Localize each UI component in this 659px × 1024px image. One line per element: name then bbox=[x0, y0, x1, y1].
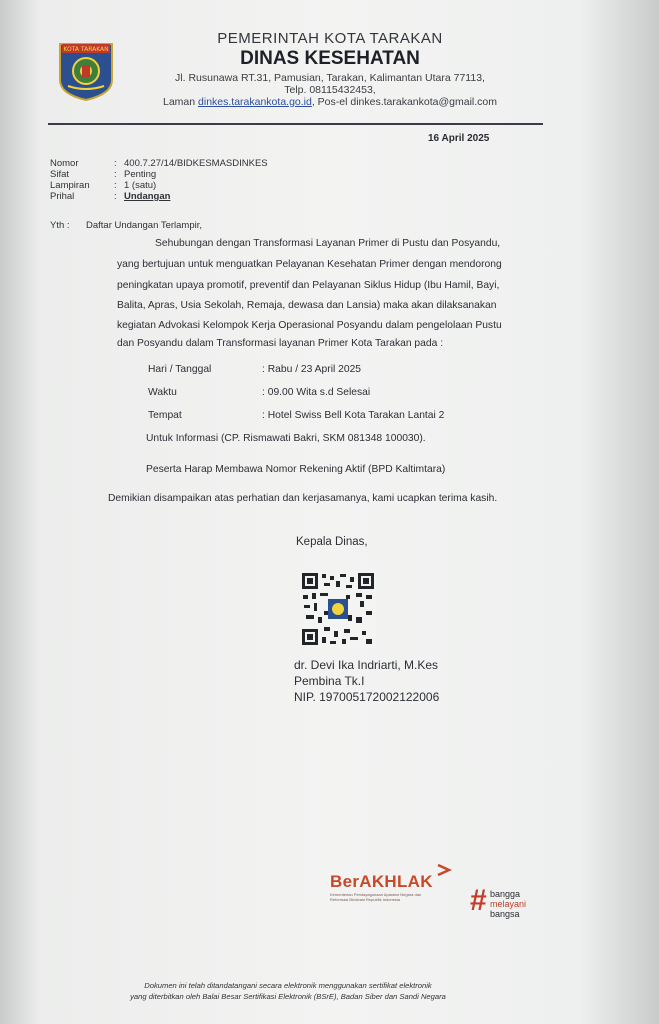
hashtag-icon: # bbox=[470, 884, 487, 917]
detail-row-place bbox=[148, 410, 444, 421]
meta-key: Sifat bbox=[50, 169, 70, 180]
closing-sentence: Demikian disampaikan atas perhatian dan kerjasamanya, kami ucapkan terima kasih. bbox=[108, 493, 498, 504]
meta-row-nomor bbox=[50, 158, 268, 169]
melayani-line: melayani bbox=[490, 899, 527, 909]
berakhlak-chevron-icon bbox=[434, 864, 454, 876]
tarakan-city-logo bbox=[56, 40, 116, 102]
recipient-key: Yth : bbox=[50, 220, 70, 231]
detail-value: : 09.00 Wita s.d Selesai bbox=[262, 387, 371, 398]
department-name: DINAS KESEHATAN bbox=[240, 48, 420, 69]
detail-key: Tempat bbox=[148, 410, 182, 421]
office-web bbox=[120, 96, 540, 108]
government-name: PEMERINTAH KOTA TARAKAN bbox=[217, 30, 443, 47]
meta-sep: : bbox=[114, 169, 117, 180]
office-address: Jl. Rusunawa RT.31, Pamusian, Tarakan, Kalimantan Utara 77113, bbox=[175, 72, 485, 84]
body-line: yang bertujuan untuk menguatkan Pelayanan Kesehatan Primer dengan mendorong bbox=[117, 259, 502, 270]
meta-key: Nomor bbox=[50, 158, 79, 169]
meta-sep: : bbox=[114, 158, 117, 169]
meta-row-prihal bbox=[50, 191, 268, 202]
detail-key: Waktu bbox=[148, 387, 177, 398]
meta-key: Prihal bbox=[50, 191, 75, 202]
body-line: kegiatan Advokasi Kelompok Kerja Operasional Posyandu dalam pengelolaan Pustu bbox=[117, 320, 502, 331]
body-line: Balita, Apras, Usia Sekolah, Remaja, dewasa dan Lansia) maka akan dilaksanakan bbox=[117, 300, 497, 311]
letter-metadata bbox=[50, 158, 268, 202]
office-phone: Telp. 08115432453, bbox=[284, 84, 376, 96]
meta-value: 400.7.27/14/BIDKESMASDINKES bbox=[124, 158, 268, 169]
qr-code-signature bbox=[300, 571, 376, 647]
recipient-line bbox=[50, 220, 202, 231]
signatory-block bbox=[294, 657, 439, 705]
meta-value-subject: Undangan bbox=[124, 191, 171, 202]
signatory-rank: Pembina Tk.I bbox=[294, 674, 365, 688]
signatory-name: dr. Devi Ika Indriarti, M.Kes bbox=[294, 658, 439, 672]
body-line: Sehubungan dengan Transformasi Layanan Primer di Pustu dan Posyandu, bbox=[155, 238, 501, 249]
contact-info: Untuk Informasi (CP. Rismawati Bakri, SKM 081348 100030). bbox=[146, 433, 426, 444]
bangsa-line: bangsa bbox=[490, 909, 520, 919]
letterhead bbox=[120, 30, 540, 108]
website-link[interactable]: dinkes.tarakankota.go.id bbox=[198, 96, 312, 108]
signatory-nip: NIP. 197005172002122006 bbox=[294, 690, 440, 704]
detail-value: : Hotel Swiss Bell Kota Tarakan Lantai 2 bbox=[262, 410, 445, 421]
detail-key: Hari / Tanggal bbox=[148, 364, 212, 375]
body-line: peningkatan upaya promotif, preventif dan Pelayanan Siklus Hidup (Ibu Hamil, Bayi, bbox=[117, 280, 500, 291]
electronic-signature-note bbox=[88, 980, 488, 1002]
email-text: , Pos-el dinkes.tarakankota@gmail.com bbox=[311, 96, 497, 108]
detail-row-time bbox=[148, 387, 370, 398]
participant-note: Peserta Harap Membawa Nomor Rekening Aktif (BPD Kaltimtara) bbox=[146, 464, 446, 475]
meta-value: Penting bbox=[124, 169, 157, 180]
berakhlak-word: BerAKHLAK bbox=[330, 872, 433, 891]
bangga-text bbox=[490, 889, 526, 919]
recipient-value: Daftar Undangan Terlampir, bbox=[86, 220, 202, 231]
svg-text:KOTA TARAKAN: KOTA TARAKAN bbox=[63, 46, 109, 53]
meta-key: Lampiran bbox=[50, 180, 90, 191]
body-line: dan Posyandu dalam Transformasi layanan Primer Kota Tarakan pada : bbox=[117, 338, 444, 349]
detail-value: : Rabu / 23 April 2025 bbox=[262, 364, 362, 375]
signatory-title: Kepala Dinas, bbox=[296, 536, 368, 548]
footer-line: Dokumen ini telah ditandatangani secara elektronik menggunakan sertifikat elektronik bbox=[144, 981, 432, 990]
meta-row-lampiran bbox=[50, 180, 268, 191]
bangga-line: bangga bbox=[490, 889, 521, 899]
header-divider bbox=[48, 123, 543, 125]
meta-sep: : bbox=[114, 191, 117, 202]
meta-sep: : bbox=[114, 180, 117, 191]
berakhlak-subtitle: Kementerian Pendayagunaan Aparatur Negara dan Reformasi Birokrasi Republik Indonesia bbox=[330, 892, 422, 902]
detail-row-date bbox=[148, 364, 361, 375]
footer-line: yang diterbitkan oleh Balai Besar Sertifikasi Elektronik (BSrE), Badan Siber dan Sandi Negara bbox=[130, 992, 446, 1001]
berakhlak-logo bbox=[330, 872, 440, 902]
letter-date: 16 April 2025 bbox=[428, 133, 490, 144]
meta-value: 1 (satu) bbox=[124, 180, 157, 191]
web-prefix: Laman bbox=[162, 96, 196, 108]
meta-row-sifat bbox=[50, 169, 268, 180]
